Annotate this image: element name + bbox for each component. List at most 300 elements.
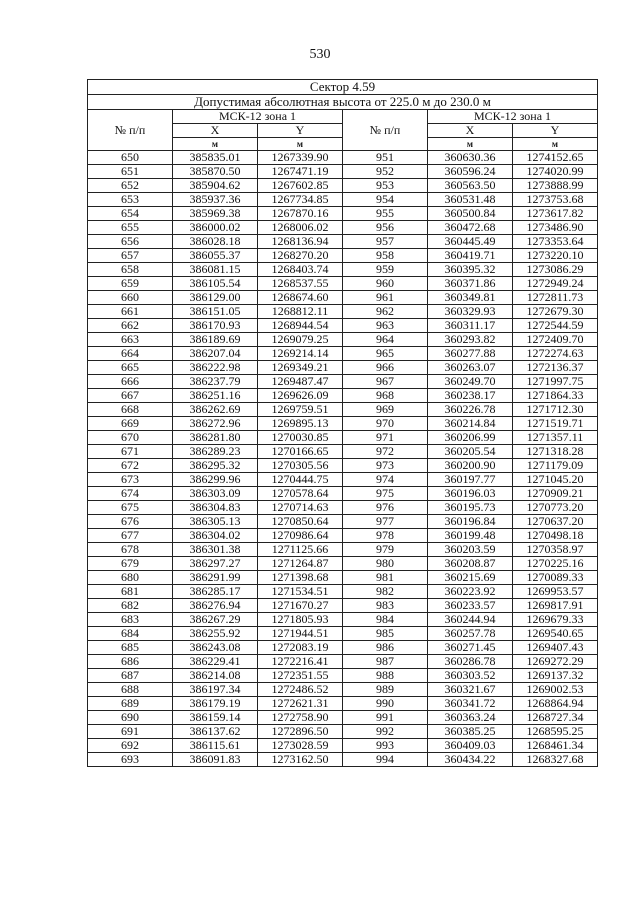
y-value-left: 1269895.13 — [258, 417, 343, 431]
point-number-right: 973 — [343, 459, 428, 473]
point-number-right: 994 — [343, 753, 428, 767]
x-value-left: 386229.41 — [173, 655, 258, 669]
point-number-right: 990 — [343, 697, 428, 711]
point-number-left: 652 — [88, 179, 173, 193]
point-number-left: 677 — [88, 529, 173, 543]
table-row — [88, 473, 598, 487]
point-number-right: 988 — [343, 669, 428, 683]
y-value-right: 1268595.25 — [513, 725, 598, 739]
x-value-right: 360223.92 — [428, 585, 513, 599]
point-number-left: 667 — [88, 389, 173, 403]
point-number-right: 992 — [343, 725, 428, 739]
point-number-left: 657 — [88, 249, 173, 263]
table-body — [88, 151, 598, 767]
x-value-left: 386291.99 — [173, 571, 258, 585]
y-value-right: 1270358.97 — [513, 543, 598, 557]
x-value-right: 360409.03 — [428, 739, 513, 753]
point-number-left: 688 — [88, 683, 173, 697]
y-value-right: 1270225.16 — [513, 557, 598, 571]
y-value-right: 1270089.33 — [513, 571, 598, 585]
altitude-row — [88, 95, 598, 110]
y-value-left: 1273028.59 — [258, 739, 343, 753]
table-row — [88, 655, 598, 669]
point-number-left: 653 — [88, 193, 173, 207]
table-row — [88, 165, 598, 179]
x-value-left: 386000.02 — [173, 221, 258, 235]
x-value-right: 360197.77 — [428, 473, 513, 487]
y-value-right: 1268327.68 — [513, 753, 598, 767]
point-number-left: 686 — [88, 655, 173, 669]
x-value-left: 386303.09 — [173, 487, 258, 501]
y-value-right: 1270909.21 — [513, 487, 598, 501]
x-value-left: 386299.96 — [173, 473, 258, 487]
y-value-right: 1269540.65 — [513, 627, 598, 641]
table-row — [88, 571, 598, 585]
x-value-right: 360238.17 — [428, 389, 513, 403]
table-row — [88, 725, 598, 739]
x-value-left: 386295.32 — [173, 459, 258, 473]
x-value-left: 386222.98 — [173, 361, 258, 375]
x-value-right: 360329.93 — [428, 305, 513, 319]
point-number-right: 993 — [343, 739, 428, 753]
x-value-left: 386305.13 — [173, 515, 258, 529]
x-value-right: 360271.45 — [428, 641, 513, 655]
x-value-left: 386151.05 — [173, 305, 258, 319]
system-header-left: МСК-12 зона 1 — [173, 110, 343, 124]
point-number-left: 685 — [88, 641, 173, 655]
y-value-left: 1272486.52 — [258, 683, 343, 697]
point-number-left: 671 — [88, 445, 173, 459]
point-number-right: 970 — [343, 417, 428, 431]
x-value-left: 386129.00 — [173, 291, 258, 305]
x-value-right: 360200.90 — [428, 459, 513, 473]
point-number-right: 971 — [343, 431, 428, 445]
table-row — [88, 487, 598, 501]
y-value-left: 1270578.64 — [258, 487, 343, 501]
y-header-right: Y — [513, 124, 598, 138]
point-number-right: 969 — [343, 403, 428, 417]
x-header-right: X — [428, 124, 513, 138]
y-value-left: 1268006.02 — [258, 221, 343, 235]
y-value-left: 1270166.65 — [258, 445, 343, 459]
x-value-left: 386262.69 — [173, 403, 258, 417]
x-value-right: 360341.72 — [428, 697, 513, 711]
y-value-left: 1269214.14 — [258, 347, 343, 361]
system-header-right: МСК-12 зона 1 — [428, 110, 598, 124]
table-row — [88, 739, 598, 753]
y-value-left: 1271670.27 — [258, 599, 343, 613]
y-value-left: 1267339.90 — [258, 151, 343, 165]
y-value-left: 1272896.50 — [258, 725, 343, 739]
x-value-left: 386159.14 — [173, 711, 258, 725]
y-value-left: 1272083.19 — [258, 641, 343, 655]
x-value-left: 386267.29 — [173, 613, 258, 627]
table-row — [88, 347, 598, 361]
point-number-left: 679 — [88, 557, 173, 571]
point-number-right: 952 — [343, 165, 428, 179]
y-value-left: 1268674.60 — [258, 291, 343, 305]
x-value-right: 360214.84 — [428, 417, 513, 431]
x-value-left: 386028.18 — [173, 235, 258, 249]
y-value-right: 1269817.91 — [513, 599, 598, 613]
x-value-left: 386170.93 — [173, 319, 258, 333]
point-number-right: 980 — [343, 557, 428, 571]
x-value-right: 360472.68 — [428, 221, 513, 235]
x-value-right: 360363.24 — [428, 711, 513, 725]
table-row — [88, 263, 598, 277]
x-value-left: 386179.19 — [173, 697, 258, 711]
point-number-left: 655 — [88, 221, 173, 235]
y-value-right: 1270498.18 — [513, 529, 598, 543]
y-value-left: 1273162.50 — [258, 753, 343, 767]
table-row — [88, 403, 598, 417]
y-value-left: 1270030.85 — [258, 431, 343, 445]
x-value-right: 360286.78 — [428, 655, 513, 669]
point-number-left: 693 — [88, 753, 173, 767]
table-row — [88, 179, 598, 193]
x-value-right: 360203.59 — [428, 543, 513, 557]
x-value-right: 360434.22 — [428, 753, 513, 767]
table-row — [88, 305, 598, 319]
x-value-left: 386189.69 — [173, 333, 258, 347]
point-number-left: 675 — [88, 501, 173, 515]
point-number-left: 662 — [88, 319, 173, 333]
table-row — [88, 683, 598, 697]
point-number-left: 654 — [88, 207, 173, 221]
y-value-right: 1268461.34 — [513, 739, 598, 753]
y-value-right: 1269137.32 — [513, 669, 598, 683]
y-value-left: 1269079.25 — [258, 333, 343, 347]
unit-x-left: м — [173, 138, 258, 151]
y-value-right: 1273086.29 — [513, 263, 598, 277]
x-value-right: 360206.99 — [428, 431, 513, 445]
point-number-right: 967 — [343, 375, 428, 389]
x-value-right: 360311.17 — [428, 319, 513, 333]
x-value-right: 360349.81 — [428, 291, 513, 305]
table-row — [88, 613, 598, 627]
point-number-left: 650 — [88, 151, 173, 165]
point-number-right: 951 — [343, 151, 428, 165]
point-number-right: 972 — [343, 445, 428, 459]
y-value-right: 1269002.53 — [513, 683, 598, 697]
y-value-left: 1269759.51 — [258, 403, 343, 417]
x-value-right: 360500.84 — [428, 207, 513, 221]
y-value-left: 1268812.11 — [258, 305, 343, 319]
x-value-right: 360293.82 — [428, 333, 513, 347]
y-value-right: 1272949.24 — [513, 277, 598, 291]
x-value-left: 386115.61 — [173, 739, 258, 753]
table-row — [88, 669, 598, 683]
table-row — [88, 249, 598, 263]
table-row — [88, 319, 598, 333]
x-value-left: 386251.16 — [173, 389, 258, 403]
unit-x-right: м — [428, 138, 513, 151]
table-row — [88, 557, 598, 571]
point-number-right: 956 — [343, 221, 428, 235]
table-row — [88, 361, 598, 375]
point-number-right: 954 — [343, 193, 428, 207]
point-number-left: 684 — [88, 627, 173, 641]
point-number-right: 991 — [343, 711, 428, 725]
table-row — [88, 291, 598, 305]
y-value-right: 1272679.30 — [513, 305, 598, 319]
table-row — [88, 151, 598, 165]
y-value-right: 1269272.29 — [513, 655, 598, 669]
y-value-left: 1271398.68 — [258, 571, 343, 585]
x-value-right: 360419.71 — [428, 249, 513, 263]
point-number-left: 665 — [88, 361, 173, 375]
point-number-left: 651 — [88, 165, 173, 179]
y-value-left: 1272621.31 — [258, 697, 343, 711]
x-value-right: 360249.70 — [428, 375, 513, 389]
x-value-right: 360395.32 — [428, 263, 513, 277]
sector-title-row — [88, 80, 598, 95]
point-number-left: 674 — [88, 487, 173, 501]
point-number-right: 982 — [343, 585, 428, 599]
y-value-right: 1271519.71 — [513, 417, 598, 431]
point-number-left: 659 — [88, 277, 173, 291]
y-value-right: 1272136.37 — [513, 361, 598, 375]
table-row — [88, 375, 598, 389]
table-row — [88, 627, 598, 641]
x-value-left: 385870.50 — [173, 165, 258, 179]
x-value-left: 386285.17 — [173, 585, 258, 599]
y-value-left: 1268270.20 — [258, 249, 343, 263]
x-value-right: 360303.52 — [428, 669, 513, 683]
y-value-right: 1273617.82 — [513, 207, 598, 221]
y-value-right: 1271179.09 — [513, 459, 598, 473]
x-value-right: 360630.36 — [428, 151, 513, 165]
x-value-left: 386304.02 — [173, 529, 258, 543]
point-number-left: 669 — [88, 417, 173, 431]
point-number-left: 676 — [88, 515, 173, 529]
point-number-left: 691 — [88, 725, 173, 739]
y-value-right: 1271357.11 — [513, 431, 598, 445]
x-value-right: 360385.25 — [428, 725, 513, 739]
table-row — [88, 277, 598, 291]
table-row — [88, 543, 598, 557]
y-value-left: 1268136.94 — [258, 235, 343, 249]
y-value-right: 1270637.20 — [513, 515, 598, 529]
y-value-right: 1271318.28 — [513, 445, 598, 459]
x-value-left: 386207.04 — [173, 347, 258, 361]
x-value-left: 386105.54 — [173, 277, 258, 291]
point-number-right: 975 — [343, 487, 428, 501]
point-number-right: 984 — [343, 613, 428, 627]
point-number-right: 981 — [343, 571, 428, 585]
point-number-left: 690 — [88, 711, 173, 725]
point-number-left: 678 — [88, 543, 173, 557]
x-value-left: 386301.38 — [173, 543, 258, 557]
altitude-note: Допустимая абсолютная высота от 225.0 м до 230.0 м — [88, 95, 598, 110]
point-number-right: 958 — [343, 249, 428, 263]
point-number-right: 960 — [343, 277, 428, 291]
y-value-right: 1273888.99 — [513, 179, 598, 193]
x-value-left: 386281.80 — [173, 431, 258, 445]
y-value-right: 1274020.99 — [513, 165, 598, 179]
coordinates-table — [87, 79, 598, 767]
y-value-left: 1271805.93 — [258, 613, 343, 627]
y-value-right: 1268727.34 — [513, 711, 598, 725]
point-number-left: 680 — [88, 571, 173, 585]
x-value-left: 386091.83 — [173, 753, 258, 767]
y-value-left: 1267602.85 — [258, 179, 343, 193]
table-row — [88, 221, 598, 235]
page-number: 530 — [309, 47, 331, 62]
point-number-left: 670 — [88, 431, 173, 445]
point-number-right: 955 — [343, 207, 428, 221]
y-value-left: 1270444.75 — [258, 473, 343, 487]
y-value-left: 1270986.64 — [258, 529, 343, 543]
x-value-right: 360196.84 — [428, 515, 513, 529]
table-row — [88, 459, 598, 473]
point-number-right: 978 — [343, 529, 428, 543]
point-number-right: 974 — [343, 473, 428, 487]
point-number-left: 689 — [88, 697, 173, 711]
y-value-left: 1269487.47 — [258, 375, 343, 389]
point-number-left: 668 — [88, 403, 173, 417]
x-value-right: 360445.49 — [428, 235, 513, 249]
num-header-right: № п/п — [343, 110, 428, 151]
point-number-left: 656 — [88, 235, 173, 249]
y-value-right: 1268864.94 — [513, 697, 598, 711]
point-number-left: 658 — [88, 263, 173, 277]
y-value-right: 1272544.59 — [513, 319, 598, 333]
x-value-left: 385937.36 — [173, 193, 258, 207]
y-value-left: 1271944.51 — [258, 627, 343, 641]
point-number-right: 961 — [343, 291, 428, 305]
table-row — [88, 641, 598, 655]
y-value-left: 1268537.55 — [258, 277, 343, 291]
table-row — [88, 207, 598, 221]
point-number-left: 666 — [88, 375, 173, 389]
y-value-right: 1273220.10 — [513, 249, 598, 263]
y-value-right: 1269679.33 — [513, 613, 598, 627]
y-value-left: 1269349.21 — [258, 361, 343, 375]
point-number-right: 957 — [343, 235, 428, 249]
x-value-left: 386276.94 — [173, 599, 258, 613]
x-value-left: 386272.96 — [173, 417, 258, 431]
point-number-left: 673 — [88, 473, 173, 487]
x-value-right: 360196.03 — [428, 487, 513, 501]
x-value-left: 386243.08 — [173, 641, 258, 655]
x-value-right: 360263.07 — [428, 361, 513, 375]
table-row — [88, 193, 598, 207]
y-value-right: 1271997.75 — [513, 375, 598, 389]
y-value-left: 1268403.74 — [258, 263, 343, 277]
unit-y-right: м — [513, 138, 598, 151]
y-value-right: 1273486.90 — [513, 221, 598, 235]
x-value-right: 360563.50 — [428, 179, 513, 193]
unit-y-left: м — [258, 138, 343, 151]
y-value-right: 1271045.20 — [513, 473, 598, 487]
point-number-right: 983 — [343, 599, 428, 613]
table-row — [88, 235, 598, 249]
y-value-left: 1272351.55 — [258, 669, 343, 683]
point-number-right: 985 — [343, 627, 428, 641]
x-value-right: 360531.48 — [428, 193, 513, 207]
point-number-right: 953 — [343, 179, 428, 193]
y-value-left: 1268944.54 — [258, 319, 343, 333]
y-value-right: 1273353.64 — [513, 235, 598, 249]
x-value-left: 386197.34 — [173, 683, 258, 697]
point-number-right: 965 — [343, 347, 428, 361]
point-number-left: 664 — [88, 347, 173, 361]
table-row — [88, 417, 598, 431]
point-number-left: 672 — [88, 459, 173, 473]
point-number-right: 964 — [343, 333, 428, 347]
num-header-left: № п/п — [88, 110, 173, 151]
point-number-left: 692 — [88, 739, 173, 753]
y-value-left: 1267734.85 — [258, 193, 343, 207]
y-value-left: 1272758.90 — [258, 711, 343, 725]
y-value-right: 1270773.20 — [513, 501, 598, 515]
y-value-left: 1271264.87 — [258, 557, 343, 571]
table-row — [88, 431, 598, 445]
y-value-right: 1269953.57 — [513, 585, 598, 599]
point-number-right: 966 — [343, 361, 428, 375]
x-value-right: 360371.86 — [428, 277, 513, 291]
y-value-right: 1273753.68 — [513, 193, 598, 207]
x-value-left: 386255.92 — [173, 627, 258, 641]
point-number-right: 959 — [343, 263, 428, 277]
y-value-right: 1271712.30 — [513, 403, 598, 417]
y-value-left: 1271125.66 — [258, 543, 343, 557]
table-row — [88, 529, 598, 543]
point-number-left: 682 — [88, 599, 173, 613]
table-row — [88, 389, 598, 403]
y-value-left: 1272216.41 — [258, 655, 343, 669]
x-value-right: 360205.54 — [428, 445, 513, 459]
y-value-left: 1267471.19 — [258, 165, 343, 179]
x-value-right: 360199.48 — [428, 529, 513, 543]
x-value-right: 360321.67 — [428, 683, 513, 697]
y-value-right: 1272409.70 — [513, 333, 598, 347]
x-value-right: 360277.88 — [428, 347, 513, 361]
table-row — [88, 515, 598, 529]
y-header-left: Y — [258, 124, 343, 138]
x-value-left: 386214.08 — [173, 669, 258, 683]
y-value-left: 1270714.63 — [258, 501, 343, 515]
x-value-left: 386289.23 — [173, 445, 258, 459]
x-value-right: 360257.78 — [428, 627, 513, 641]
y-value-left: 1269626.09 — [258, 389, 343, 403]
table-row — [88, 753, 598, 767]
y-value-left: 1271534.51 — [258, 585, 343, 599]
point-number-right: 987 — [343, 655, 428, 669]
point-number-right: 977 — [343, 515, 428, 529]
table-row — [88, 445, 598, 459]
point-number-right: 986 — [343, 641, 428, 655]
x-value-right: 360226.78 — [428, 403, 513, 417]
y-value-right: 1274152.65 — [513, 151, 598, 165]
x-value-right: 360596.24 — [428, 165, 513, 179]
table-row — [88, 333, 598, 347]
x-value-right: 360244.94 — [428, 613, 513, 627]
x-value-left: 386297.27 — [173, 557, 258, 571]
y-value-left: 1267870.16 — [258, 207, 343, 221]
table-row — [88, 599, 598, 613]
y-value-left: 1270850.64 — [258, 515, 343, 529]
table-row — [88, 585, 598, 599]
x-value-left: 386081.15 — [173, 263, 258, 277]
x-value-right: 360195.73 — [428, 501, 513, 515]
x-value-left: 385904.62 — [173, 179, 258, 193]
point-number-right: 963 — [343, 319, 428, 333]
point-number-right: 976 — [343, 501, 428, 515]
table-row — [88, 501, 598, 515]
x-value-right: 360233.57 — [428, 599, 513, 613]
